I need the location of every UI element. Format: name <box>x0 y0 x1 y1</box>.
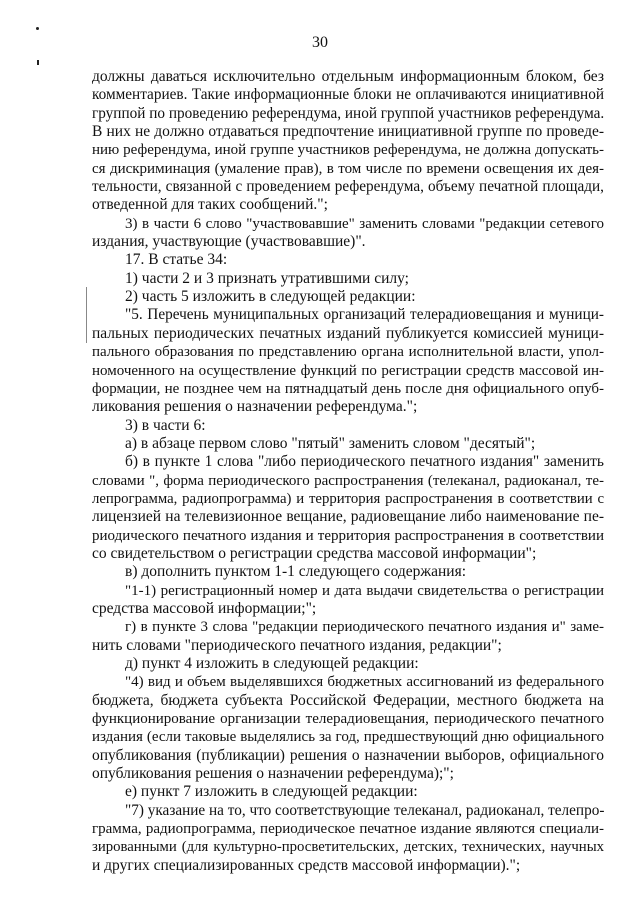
text-line: функционирование организации телерадиовещания, периодического печатного <box>92 711 604 728</box>
text-line: д) пункт 4 изложить в следующей редакции: <box>125 655 419 672</box>
document-body <box>92 68 604 875</box>
text-line: и других специализированных средств массовой информации)."; <box>92 856 521 874</box>
text-line: ся дискриминация (умаление прав), в том числе по времени освещения их дея- <box>92 160 604 177</box>
text-line: риодического печатного издания и территория распространения в соответствии <box>92 527 604 544</box>
text-line: тельности, связанной с проведением референдума, объему печатной площади, <box>92 178 604 196</box>
text-line: со свидетельством о регистрации средства массовой информации"; <box>92 544 537 562</box>
text-line: комментариев. Такие информационные блоки не оплачиваются инициативной <box>92 86 604 104</box>
text-line: нию референдума, иной группе участников референдума, не должна допускать- <box>92 142 604 159</box>
text-line: 3) в части 6 слово "участвовавшие" заменить словами "редакции сетевого <box>125 215 604 232</box>
text-line: средства массовой информации;"; <box>92 599 317 617</box>
text-line: должны даваться исключительно отдельным информационным блоком, без <box>92 68 604 85</box>
text-line: формации, не позднее чем на пятнадцатый день после дня официального опуб- <box>92 380 604 397</box>
text-line: В них не должно отдаваться предпочтение инициативной группе по проведе- <box>92 123 604 141</box>
text-line: грамма, радиопрограмма, периодическое печатное издание являются специали- <box>92 821 604 838</box>
text-line: ликования решения о назначении референдума."; <box>92 398 418 416</box>
text-line: г) в пункте 3 слова "редакции периодического печатного издания и" заме- <box>125 619 604 636</box>
text-line: отведенной для таких сообщений."; <box>92 196 328 214</box>
text-line: 2) часть 5 изложить в следующей редакции: <box>125 288 416 306</box>
text-line: нить словами "периодического печатного издания, редакции"; <box>92 636 502 654</box>
text-line: номоченного на осуществление функций по регистрации средств массовой ин- <box>92 362 604 379</box>
text-line: опубликования решения о назначении референдума);"; <box>92 765 454 783</box>
text-line: опубликования (публикации) решения о назначении выборов, официального <box>92 746 604 764</box>
margin-bar <box>86 287 87 343</box>
text-line: 3) в части 6: <box>125 416 206 434</box>
text-line: пальных периодических печатных изданий публикуется комиссией муници- <box>92 324 604 342</box>
text-line: "1-1) регистрационный номер и дата выдачи свидетельства о регистрации <box>125 582 604 599</box>
text-line: "4) вид и объем выделявшихся бюджетных ассигнований из федерального <box>125 674 604 691</box>
text-line: "5. Перечень муниципальных организаций телерадиовещания и муници- <box>125 306 604 324</box>
text-line: пального образования по представлению органа исполнительной власти, упол- <box>92 344 604 361</box>
text-line: бюджета, бюджета субъекта Российской Федерации, местного бюджета на <box>92 691 604 709</box>
text-line: 1) части 2 и 3 признать утратившими силу; <box>125 269 409 287</box>
text-line: в) дополнить пунктом 1-1 следующего содержания: <box>125 563 467 581</box>
text-line: группой по проведению референдума, иной группой участников референдума. <box>92 104 605 122</box>
text-line: е) пункт 7 изложить в следующей редакции: <box>125 783 418 801</box>
scan-speck <box>36 27 39 30</box>
text-line: а) в абзаце первом слово "пятый" заменить словом "десятый"; <box>125 434 536 452</box>
text-line: словами ", форма периодического распространения (телеканал, радиоканал, те- <box>92 472 604 489</box>
page-number: 30 <box>312 34 328 51</box>
text-line: "7) указание на то, что соответствующие телеканал, радиоканал, телепро- <box>125 801 605 819</box>
text-line: зированными (для культурно-просветительских, детских, технических, научных <box>92 839 604 856</box>
text-line: б) в пункте 1 слова "либо периодического печатного издания" заменить <box>125 453 604 471</box>
text-line: издания (если таковые выделялись за год, предшествующий дню официального <box>92 729 604 746</box>
scan-speck <box>37 60 39 65</box>
text-line: 17. В статье 34: <box>125 251 228 269</box>
text-line: лепрограмма, радиопрограмма) и территория распространения в соответствии с <box>92 490 604 507</box>
text-line: издания, участвующие (участвовавшие)". <box>92 233 366 251</box>
text-line: лицензией на телевизионное вещание, радиовещание либо наименование пе- <box>92 508 604 526</box>
